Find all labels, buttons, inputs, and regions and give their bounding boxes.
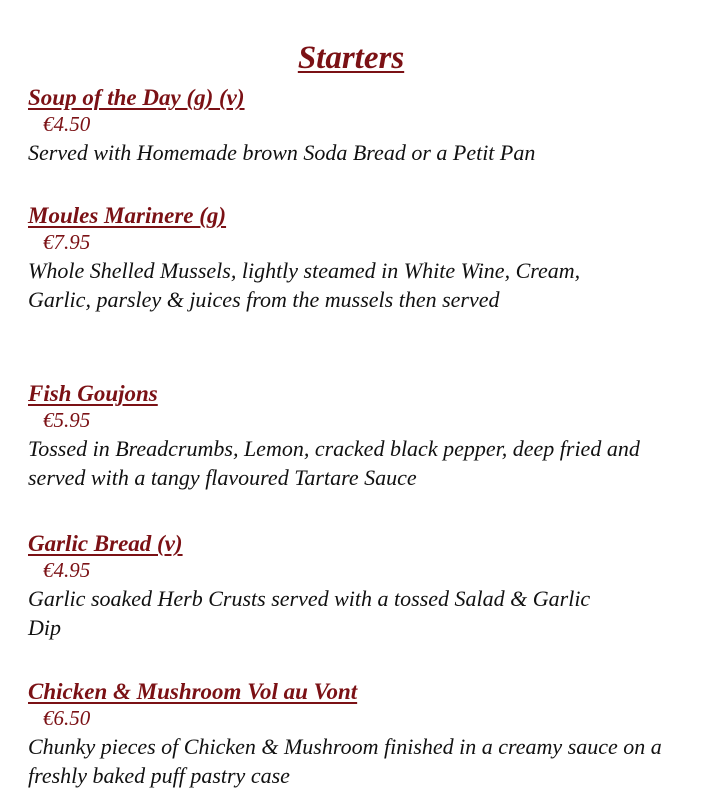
section-title-starters: Starters (297, 40, 405, 76)
menu-item-name: Chicken & Mushroom Vol au Vont (28, 679, 358, 704)
menu-item-name: Soup of the Day (g) (v) (28, 85, 245, 110)
menu-item-price: €7.95 (43, 230, 91, 254)
menu-item-description: Garlic soaked Herb Crusts served with a tossed Salad & Garlic Dip (28, 586, 591, 640)
menu-item-moules-marinere (28, 202, 688, 314)
menu-item-fish-goujons (28, 380, 688, 492)
menu-item-garlic-bread (28, 530, 688, 642)
menu-item-price: €4.50 (43, 112, 91, 136)
menu-item-price: €6.50 (43, 706, 91, 730)
menu-item-name: Garlic Bread (v) (28, 531, 183, 556)
menu-item-description: Served with Homemade brown Soda Bread or a Petit Pan (28, 140, 536, 165)
menu-item-description: Tossed in Breadcrumbs, Lemon, cracked black pepper, deep fried and served with a tangy flavoured Tartare Sauce (28, 436, 640, 490)
menu-item-name: Fish Goujons (28, 381, 158, 406)
menu-item-name: Moules Marinere (g) (28, 203, 227, 228)
menu-item-description: Whole Shelled Mussels, lightly steamed in White Wine, Cream, Garlic, parsley & juices from the mussels then served (28, 258, 581, 312)
menu-item-price: €5.95 (43, 408, 91, 432)
menu-item-chicken-mushroom-vol-au-vont (28, 678, 688, 790)
menu-item-soup-of-the-day (28, 84, 688, 167)
menu-item-description: Chunky pieces of Chicken & Mushroom finished in a creamy sauce on a freshly baked puff pastry case (28, 734, 662, 788)
menu-item-price: €4.95 (43, 558, 91, 582)
